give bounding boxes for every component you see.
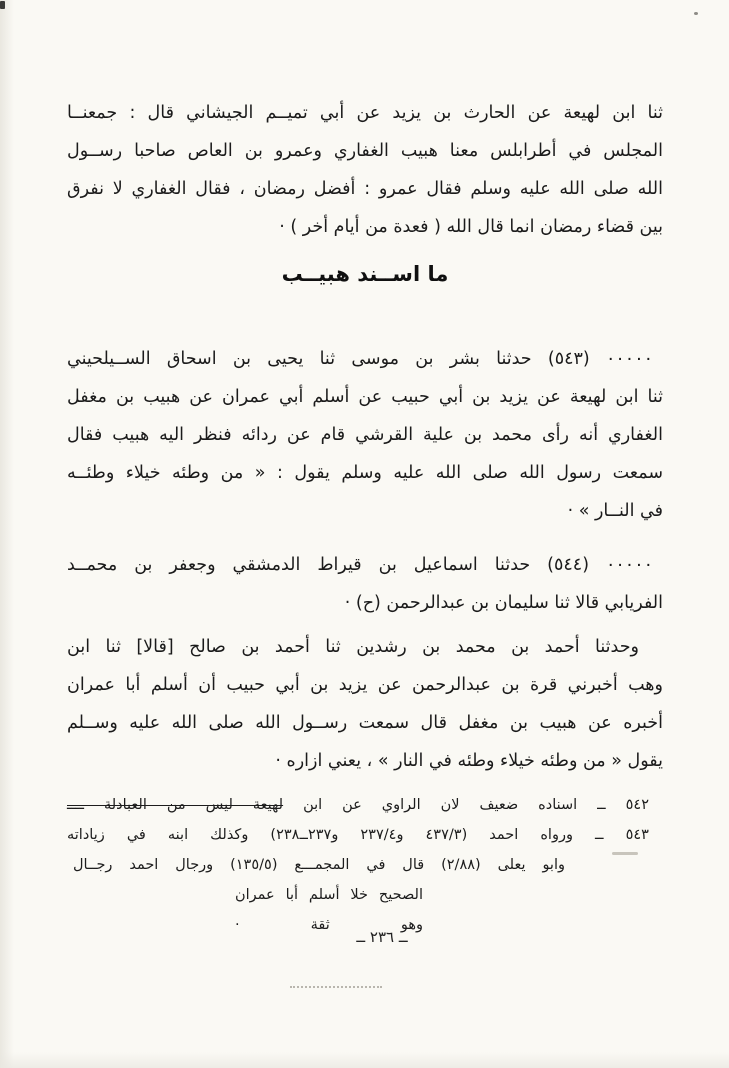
text-line: سمعت رسول الله صلى الله عليه وسلم يقول : « من وطئه خيلاء وطئــه [67, 463, 663, 483]
footnotes-block [67, 790, 663, 940]
footnote-543-line: الصحيح خلا أسلم أبا عمران وهو ثقة · [235, 887, 423, 933]
hadith-544-paragraph [67, 546, 663, 622]
text-line: الله صلى الله عليه وسلم فقال عمرو : أفضل رمضان ، فقال الغفاري لا نفرق [67, 179, 663, 199]
page-number: ــ ٢٣٦ ــ [356, 928, 408, 946]
text-line: وحدثنا أحمد بن محمد بن رشدين ثنا أحمد بن صالح [قالا] ثنا ابن [67, 637, 639, 657]
text-line: الفريابي قالا ثنا سليمان بن عبدالرحمن (ح) · [344, 593, 663, 613]
text-line: أخبره عن هبيب بن مغفل قال سمعت رســول الله صلى الله عليه وســلم [67, 713, 663, 733]
text-line: يقول « من وطئه خيلاء وطئه في النار » ، يعني ازاره · [275, 751, 663, 771]
scan-artifact [0, 1, 5, 9]
footnote-542-struck-text: لهيعة ليس من العبادلة ــــ [67, 797, 284, 813]
text-line: ٠٠٠٠٠ (٥٤٣) حدثنا بشر بن موسى ثنا يحيى بن اسحاق الســيلحيني [67, 349, 653, 369]
footnote-542-text: ٥٤٢ ــ اسناده ضعيف لان الراوي عن ابن [283, 797, 649, 813]
hadith-544-continuation-paragraph [67, 628, 663, 780]
text-line: بين قضاء رمضان انما قال الله ( فعدة من أيام أخر ) · [279, 217, 663, 237]
hadith-542-paragraph [67, 94, 663, 246]
text-line: ٠٠٠٠٠ (٥٤٤) حدثنا اسماعيل بن قيراط الدمشقي وجعفر بن محمــد [67, 555, 653, 575]
text-line: الغفاري أنه رأى محمد بن علية القرشي قام عن ردائه فنظر اليه هبيب فقال [67, 425, 663, 445]
scan-artifact [694, 12, 698, 15]
scan-artifact [290, 986, 382, 988]
text-line: ثنا ابن لهيعة عن يزيد بن أبي حبيب عن أسلم أبي عمران عن هبيب بن مغفل [67, 387, 663, 407]
section-heading: ما اســند هبيــب [281, 262, 449, 286]
footnote-543-line: ٥٤٣ ــ ورواه احمد (٤٣٧/٣ و٢٣٧/٤ و٢٣٧ــ٢٣٨) وكذلك ابنه في زياداته [67, 827, 649, 843]
text-line: ثنا ابن لهيعة عن الحارث بن يزيد عن أبي تميــم الجيشاني قال : جمعنــا [67, 103, 663, 123]
footnote-543-line: وابو يعلى (٢/٨٨) قال في المجمـــع (١٣٥/٥) ورجال احمد رجــال [73, 857, 565, 873]
hadith-543-paragraph [67, 340, 663, 530]
text-line: في النــار » · [567, 501, 663, 521]
footnote-542 [67, 790, 663, 820]
text-line: المجلس في أطرابلس معنا هبيب الغفاري وعمرو بن العاص صاحبا رســول [67, 141, 663, 161]
text-line: وهب أخبرني قرة بن عبدالرحمن عن يزيد بن أبي حبيب أن أسلم أبا عمران [67, 675, 663, 695]
